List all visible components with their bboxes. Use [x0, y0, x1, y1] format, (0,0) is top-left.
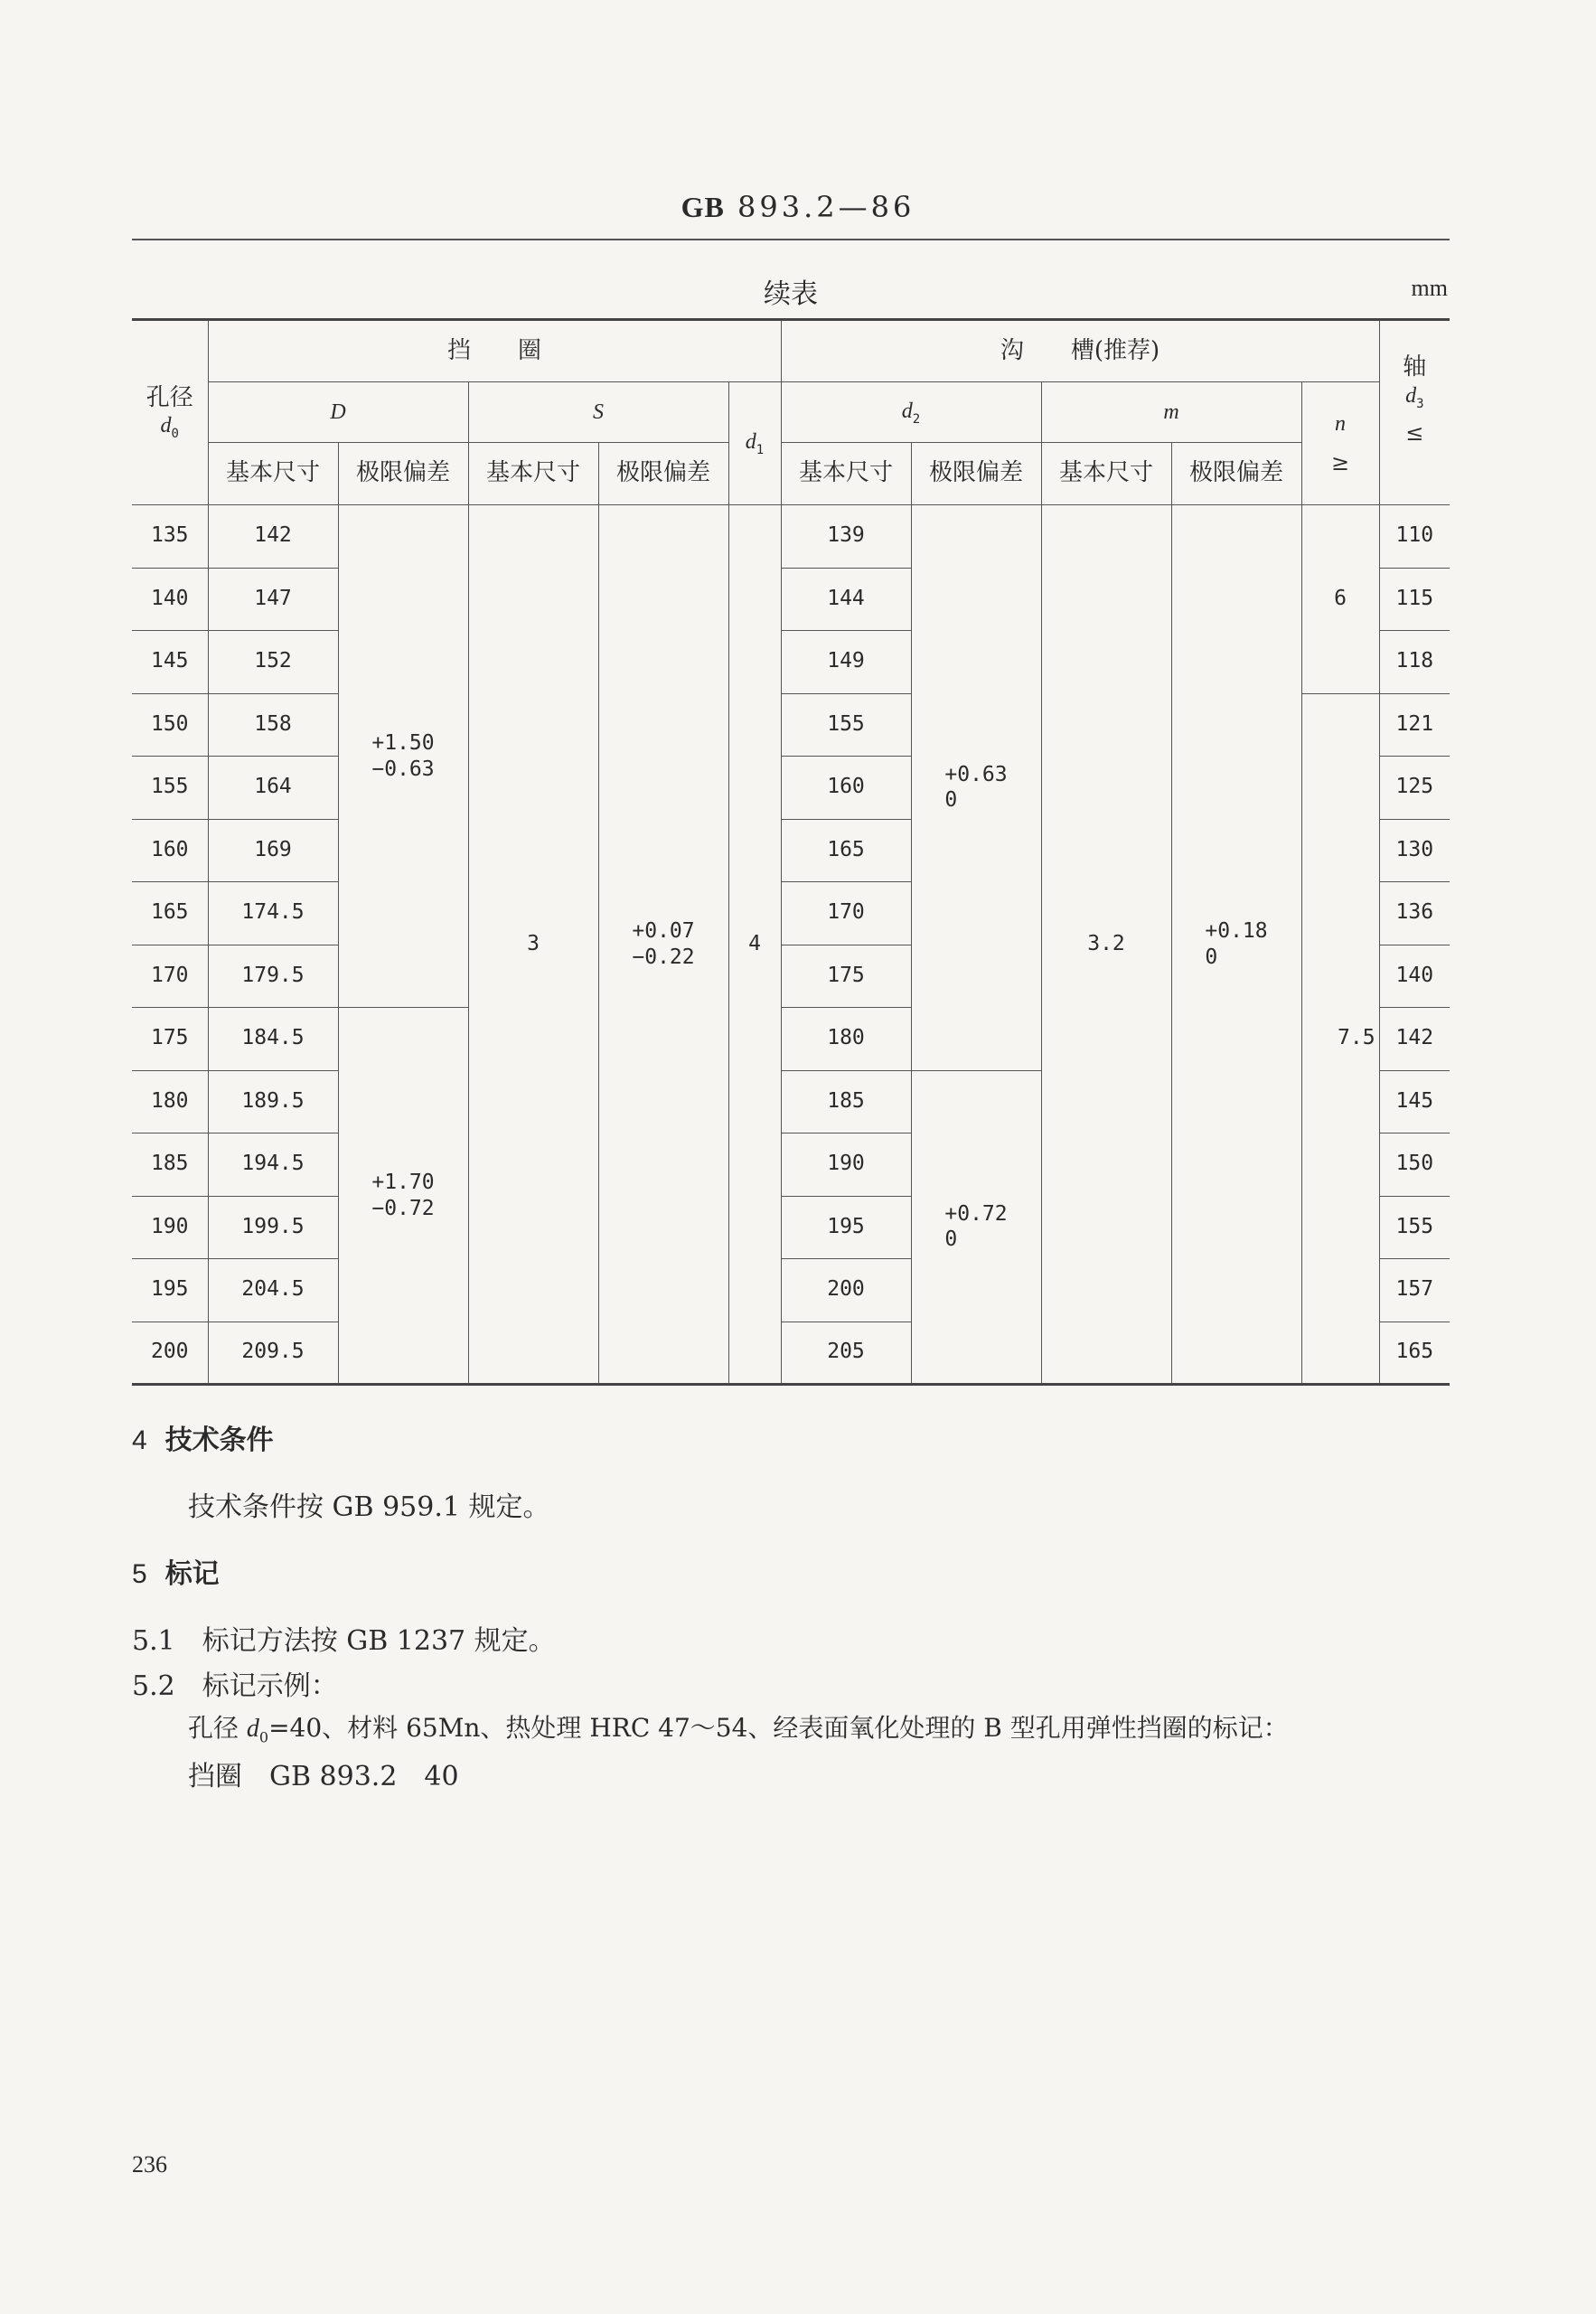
- n-cell: 7.5: [1301, 693, 1379, 1385]
- d2-tolerance-cell: [911, 1070, 1041, 1385]
- d0-cell: 140: [132, 568, 208, 631]
- d2-basic-cell: 205: [781, 1322, 911, 1385]
- d0-subscript: 0: [171, 426, 179, 441]
- d2-basic-cell: 160: [781, 757, 911, 820]
- S-basic-header: 基本尺寸: [468, 443, 598, 505]
- m-header: m: [1041, 382, 1301, 443]
- d2-basic-cell: 190: [781, 1133, 911, 1197]
- D-basic-cell: 174.5: [208, 882, 338, 945]
- bore-header: [132, 320, 208, 505]
- d3-header: [1379, 382, 1450, 505]
- D-tolerance-cell: [338, 1008, 468, 1385]
- circlip-dimension-table: [132, 318, 1450, 1386]
- section-4-heading: [132, 1417, 274, 1457]
- D-tolerance-cell: [338, 505, 468, 1008]
- marking-example-mark: 挡圈 GB 893.2 40: [188, 1761, 459, 1792]
- d2-tolerance-cell: [911, 505, 1041, 1071]
- n-header: [1301, 382, 1379, 505]
- d2-symbol: d: [901, 399, 913, 423]
- d3-cell: 165: [1379, 1322, 1450, 1385]
- example-prefix: 孔径: [188, 1713, 247, 1743]
- d2-basic-cell: 155: [781, 693, 911, 757]
- d0-cell: 185: [132, 1133, 208, 1197]
- D-tol-upper: +1.50: [371, 730, 435, 755]
- d2-basic-cell: 149: [781, 631, 911, 694]
- D-basic-cell: 184.5: [208, 1008, 338, 1071]
- D-limit-header: 极限偏差: [338, 443, 468, 505]
- D-basic-cell: 147: [208, 568, 338, 631]
- d2-basic-cell: 175: [781, 945, 911, 1008]
- table-caption: 续表: [764, 278, 818, 310]
- d2-basic-cell: 180: [781, 1008, 911, 1071]
- d2-tol-upper: +0.72: [944, 1201, 1008, 1226]
- S-tolerance-cell: [598, 505, 728, 1385]
- d0-cell: 195: [132, 1259, 208, 1322]
- d1-symbol: d: [745, 430, 756, 455]
- D-basic-cell: 204.5: [208, 1259, 338, 1322]
- table-row: [132, 505, 1450, 569]
- d3-cell: 110: [1379, 505, 1450, 569]
- section-5-heading: [132, 1551, 220, 1591]
- section-4-title: 技术条件: [164, 1425, 274, 1456]
- D-basic-cell: 209.5: [208, 1322, 338, 1385]
- d2-basic-cell: 200: [781, 1259, 911, 1322]
- d0-cell: 175: [132, 1008, 208, 1071]
- d3-cell: 155: [1379, 1196, 1450, 1259]
- d0-cell: 180: [132, 1070, 208, 1133]
- example-d-subscript: 0: [258, 1728, 269, 1746]
- d2-tol-lower: 0: [944, 788, 958, 813]
- d0-symbol: d: [160, 413, 172, 437]
- d0-cell: 155: [132, 757, 208, 820]
- m-tol-upper: +0.18: [1205, 918, 1268, 943]
- S-limit-header: 极限偏差: [598, 443, 728, 505]
- D-basic-cell: 189.5: [208, 1070, 338, 1133]
- standard-prefix: GB: [681, 191, 725, 223]
- d0-cell: 190: [132, 1196, 208, 1259]
- m-basic-cell: 3.2: [1041, 505, 1171, 1385]
- d0-cell: 200: [132, 1322, 208, 1385]
- standard-number: 893.2—86: [737, 190, 915, 224]
- S-tol-lower: −0.22: [632, 945, 695, 969]
- d3-cell: 118: [1379, 631, 1450, 694]
- d2-basic-cell: 144: [781, 568, 911, 631]
- groove-group-header: 沟 槽(推荐): [781, 320, 1379, 382]
- section-4-number: 4: [132, 1425, 147, 1455]
- m-tol-lower: 0: [1205, 945, 1218, 969]
- d0-cell: 150: [132, 693, 208, 757]
- D-tol-upper: +1.70: [371, 1170, 435, 1194]
- m-basic-header: 基本尺寸: [1041, 443, 1171, 505]
- section-5-2-text: 5.2 标记示例：: [132, 1670, 338, 1702]
- D-header: D: [208, 382, 468, 443]
- d2-subscript: 2: [912, 411, 921, 427]
- d2-tol-lower: 0: [944, 1228, 958, 1252]
- d3-cell: 140: [1379, 945, 1450, 1008]
- d3-le-symbol: ≤: [1405, 420, 1424, 447]
- d3-cell: 136: [1379, 882, 1450, 945]
- section-5-title: 标记: [164, 1558, 220, 1590]
- d2-basic-cell: 170: [781, 882, 911, 945]
- d2-limit-header: 极限偏差: [911, 443, 1041, 505]
- marking-example-text: [188, 1708, 1289, 1746]
- d3-cell: 142: [1379, 1008, 1450, 1071]
- D-basic-cell: 194.5: [208, 1133, 338, 1197]
- d3-cell: 115: [1379, 568, 1450, 631]
- d3-cell: 125: [1379, 757, 1450, 820]
- d1-subscript: 1: [756, 443, 765, 457]
- example-d-symbol: d: [246, 1715, 259, 1743]
- bore-label: 孔径: [146, 383, 193, 411]
- n-cell: 6: [1301, 505, 1379, 694]
- section-4-text: 技术条件按 GB 959.1 规定。: [188, 1491, 550, 1523]
- D-basic-cell: 152: [208, 631, 338, 694]
- D-basic-header: 基本尺寸: [208, 443, 338, 505]
- d3-subscript: 3: [1416, 396, 1424, 411]
- d3-cell: 150: [1379, 1133, 1450, 1197]
- m-limit-header: 极限偏差: [1171, 443, 1301, 505]
- d2-basic-cell: 185: [781, 1070, 911, 1133]
- S-basic-cell: 3: [468, 505, 598, 1385]
- n-symbol: n: [1335, 411, 1347, 436]
- page-number: 236: [132, 2151, 167, 2178]
- d2-tol-upper: +0.63: [944, 762, 1008, 786]
- ring-group-header: 挡 圈: [208, 320, 781, 382]
- d3-cell: 157: [1379, 1259, 1450, 1322]
- d0-cell: 135: [132, 505, 208, 569]
- d0-cell: 160: [132, 819, 208, 882]
- example-rest: =40、材料 65Mn、热处理 HRC 47～54、经表面氧化处理的 B 型孔用弹性挡圈的标记：: [268, 1713, 1289, 1743]
- d2-basic-cell: 139: [781, 505, 911, 569]
- d1-header: [728, 382, 781, 505]
- D-basic-cell: 169: [208, 819, 338, 882]
- d3-symbol: d: [1405, 383, 1417, 408]
- d3-cell: 130: [1379, 819, 1450, 882]
- D-basic-cell: 179.5: [208, 945, 338, 1008]
- n-ge-symbol: ≥: [1330, 449, 1350, 475]
- D-basic-cell: 164: [208, 757, 338, 820]
- d3-cell: 145: [1379, 1070, 1450, 1133]
- d0-cell: 165: [132, 882, 208, 945]
- d3-cell: 121: [1379, 693, 1450, 757]
- header-rule: [132, 239, 1450, 240]
- d2-basic-header: 基本尺寸: [781, 443, 911, 505]
- table-unit: mm: [1411, 275, 1448, 301]
- d0-cell: 170: [132, 945, 208, 1008]
- d2-basic-cell: 165: [781, 819, 911, 882]
- D-tol-lower: −0.72: [371, 1196, 435, 1220]
- d1-cell: 4: [728, 505, 781, 1385]
- S-header: S: [468, 382, 728, 443]
- d2-header: [781, 382, 1041, 443]
- D-basic-cell: 199.5: [208, 1196, 338, 1259]
- section-5-1-text: 5.1 标记方法按 GB 1237 规定。: [132, 1625, 556, 1657]
- S-tol-upper: +0.07: [632, 918, 695, 943]
- shaft-header: 轴: [1379, 320, 1450, 382]
- section-5-number: 5: [132, 1559, 147, 1589]
- m-tolerance-cell: [1171, 505, 1301, 1385]
- D-basic-cell: 158: [208, 693, 338, 757]
- d0-cell: 145: [132, 631, 208, 694]
- standard-header: [0, 190, 1596, 224]
- D-basic-cell: 142: [208, 505, 338, 569]
- D-tol-lower: −0.63: [371, 757, 435, 781]
- d2-basic-cell: 195: [781, 1196, 911, 1259]
